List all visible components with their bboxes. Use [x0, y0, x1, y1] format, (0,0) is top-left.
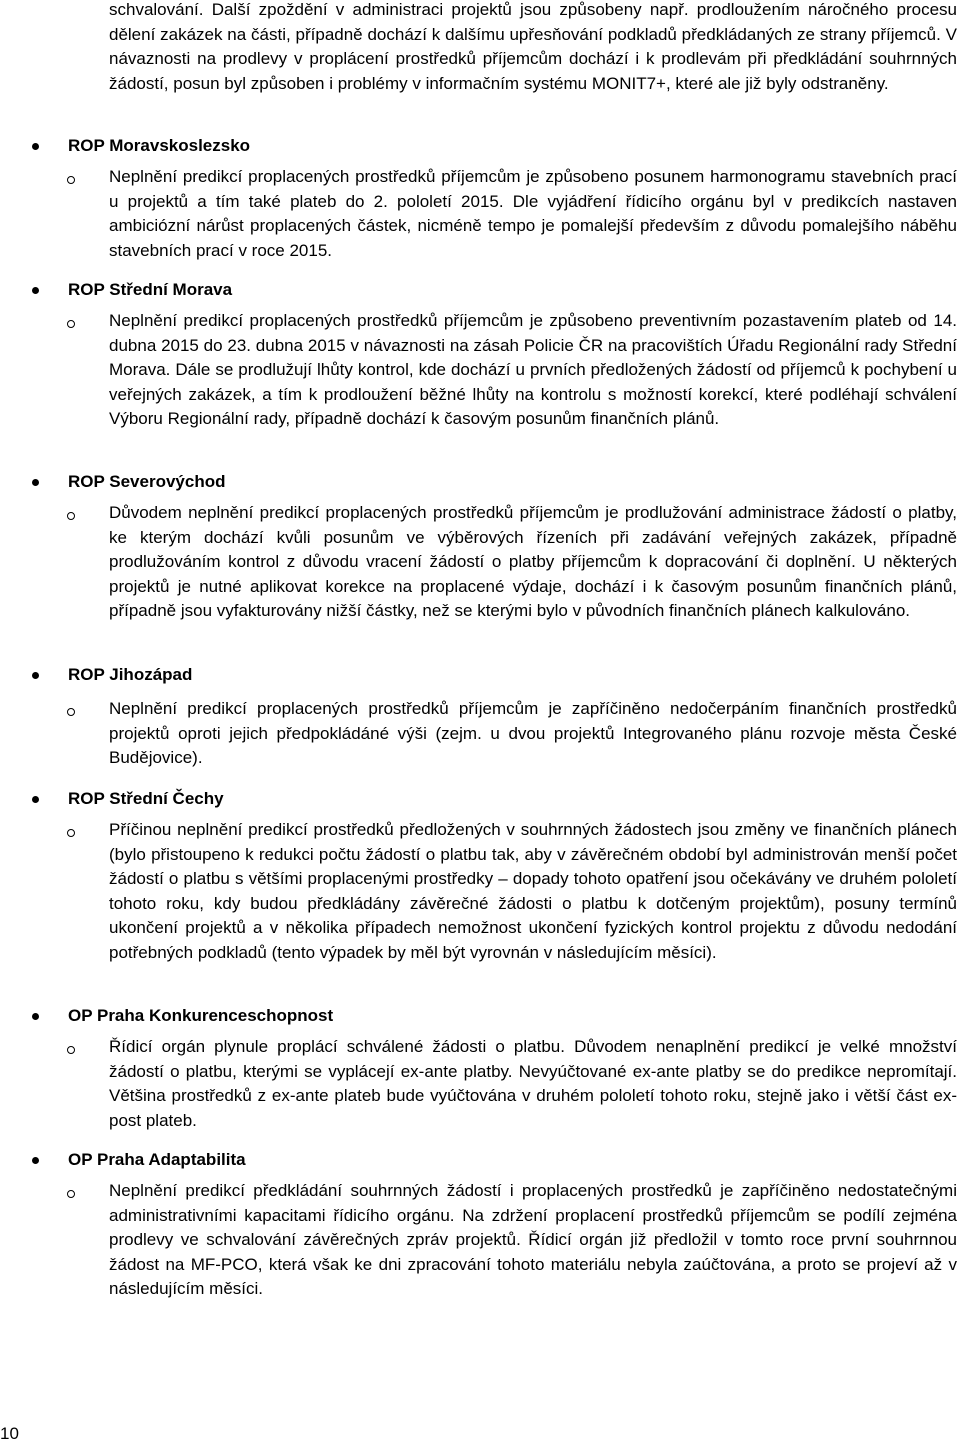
sub-bullet-icon	[67, 176, 75, 184]
continuation-paragraph: schvalování. Další zpoždění v administraci projektů jsou způsobeny např. prodloužením náročného procesu dělení zakázek na části, případně dochází k dalšímu upřesňování podkladů předkládaných ze strany příjemců. V návaznosti na prodlevy v proplácení prostředků příjemcům dochází i k prodlevám při předkládání souhrnných žádostí, posun byl způsoben i problémy v informačním systému MONIT7+, které ale již byly odstraněny.	[109, 0, 957, 93]
section-heading: OP Praha Adaptabilita	[68, 1150, 246, 1169]
bullet-icon	[32, 1157, 39, 1164]
section-paragraph: Neplnění predikcí proplacených prostředků příjemcům je zapříčiněno nedočerpáním finančních prostředků projektů oproti jejich předpokládáné výši (zejm. u dvou projektů Integrovaného plánu rozvoje města České Budějovice).	[109, 699, 957, 768]
section-paragraph: Řídicí orgán plynule proplácí schválené žádosti o platbu. Důvodem nenaplnění predikcí je velké množství žádostí o platbu, kterými se vyplácejí ex-ante platby. Nevyúčtované ex-ante platby se do predikce nepromítají. Většina prostředků z ex-ante plateb bude vyúčtována v druhém pololetí tohoto roku, stejně jako i větší část ex-post plateb.	[109, 1037, 957, 1130]
bullet-icon	[32, 143, 39, 150]
bullet-icon	[32, 479, 39, 486]
sub-bullet-icon	[67, 1190, 75, 1198]
section-heading: ROP Severovýchod	[68, 472, 226, 491]
bullet-icon	[32, 796, 39, 803]
section-heading: ROP Střední Morava	[68, 280, 233, 299]
bullet-icon	[32, 287, 39, 294]
bullet-icon	[32, 1013, 39, 1020]
section-heading: OP Praha Konkurenceschopnost	[68, 1006, 334, 1025]
section-paragraph: Neplnění predikcí proplacených prostředků příjemcům je způsobeno preventivním pozastavením plateb od 14. dubna 2015 do 23. dubna 2015 v návaznosti na zásah Policie ČR na pracovištích Úřadu Regionální rady Střední Morava. Dále se prodlužují lhůty kontrol, kde dochází u prvních předložených žádostí od příjemců k pochybení u veřejných zakázek, a tím k prodloužení běžné lhůty na kontrolu s možností korekcí, které podléhají schválení Výboru Regionální rady, případně dochází k časovým posunům finančních plánů.	[109, 311, 957, 429]
section-paragraph: Neplnění predikcí proplacených prostředků příjemcům je způsobeno posunem harmonogramu stavebních prací u projektů a tím také plateb do 2. pololetí 2015. Dle vyjádření řídicího orgánu byl v predikcích nastaven ambiciózní nárůst proplacených částek, nicméně tempo je pomalejší především z důvodu pomalejšího náběhu stavebních prací v roce 2015.	[109, 167, 957, 260]
sub-bullet-icon	[67, 512, 75, 520]
page-number: 10	[0, 1424, 19, 1443]
sub-bullet-icon	[67, 1046, 75, 1054]
section-heading: ROP Střední Čechy	[68, 789, 224, 808]
bullet-icon	[32, 672, 39, 679]
section-heading: ROP Moravskoslezsko	[68, 136, 251, 155]
section-paragraph: Příčinou neplnění predikcí prostředků předložených v souhrnných žádostech jsou změny ve finančních plánech (bylo přistoupeno k redukci počtu žádostí o platbu tak, aby v závěrečném období byl administrován menší počet žádostí o platbu s většími proplacenými prostředky – dopady tohoto opatření jsou očekávány ve druhém pololetí tohoto roku, kdy budou předkládány závěrečné žádosti o platbu k dotčeným projektům), posuny termínů ukončení projektů a v několika případech nemožnost ukončení fyzických kontrol projektu z důvodu nedodání potřebných podkladů (tento výpadek by měl být vyrovnán v následujícím měsíci).	[109, 820, 957, 962]
section-paragraph: Neplnění predikcí předkládání souhrnných žádostí i proplacených prostředků je zapříčiněno nedostatečnými administrativními kapacitami řídicího orgánu. Na zdržení proplacení prostředků příjemcům se podílí zejména prodlevy ve schvalování závěrečných zpráv projektů. Řídicí orgán již předložil v tomto roce první souhrnnou žádost na MF-PCO, která však ke dni zpracování tohoto materiálu nebyla zaúčtována, a proto se projeví až v následujícím měsíci.	[109, 1181, 957, 1299]
section-heading: ROP Jihozápad	[68, 665, 193, 684]
sub-bullet-icon	[67, 320, 75, 328]
sub-bullet-icon	[67, 829, 75, 837]
section-paragraph: Důvodem neplnění predikcí proplacených prostředků příjemcům je prodlužování administrace žádostí o platby, ke kterým dochází kvůli posunům ve výběrových řízeních při zadávání veřejných zakázek, případně prodlužováním kontrol z důvodu vracení žádostí o platby příjemcům k dopracování či doplnění. U některých projektů je nutné aplikovat korekce na proplacené výdaje, dochází i k časovým posunům finančních plánů, případně jsou vyfakturovány nižší částky, než se kterými bylo v původních finančních plánech kalkulováno.	[109, 503, 957, 621]
sub-bullet-icon	[67, 708, 75, 716]
